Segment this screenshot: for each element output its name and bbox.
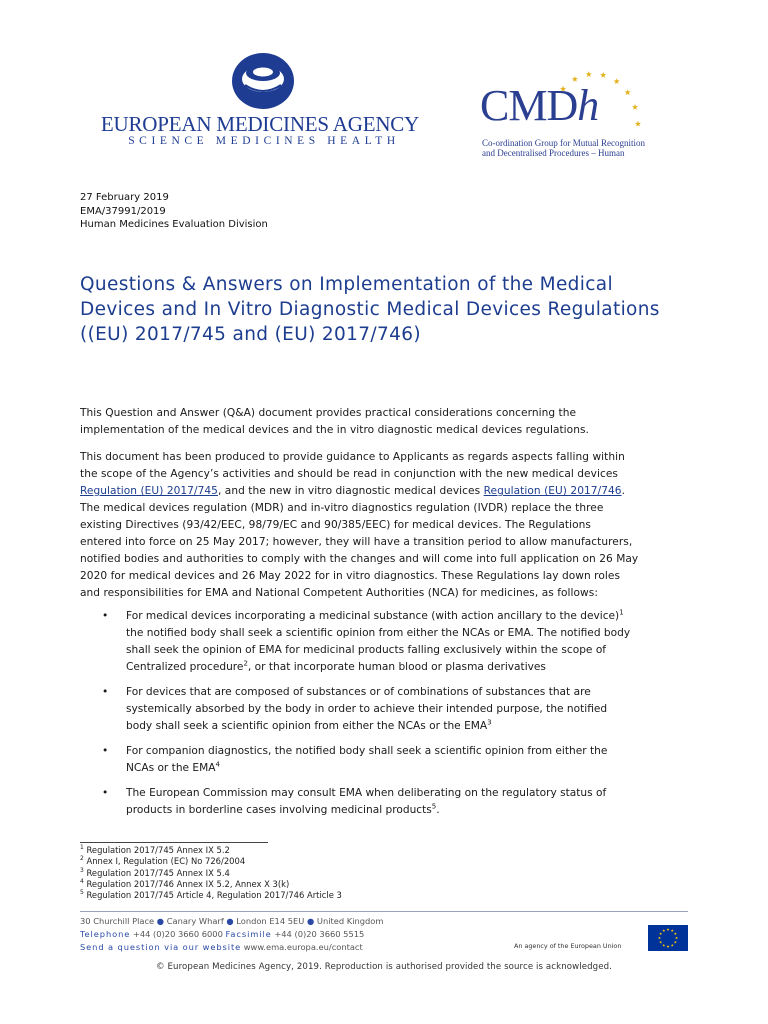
address-separator-icon: ● xyxy=(154,916,167,926)
list-item xyxy=(80,743,690,777)
document-reference: EMA/37991/2019 xyxy=(80,205,166,217)
address-part: United Kingdom xyxy=(316,916,384,926)
footnote-number: 2 xyxy=(80,855,84,863)
footnote-ref[interactable]: 3 xyxy=(487,718,492,727)
list-item xyxy=(80,684,690,735)
list-item-text: body shall seek a scientific opinion from either the NCAs or the EMA xyxy=(126,720,488,732)
ema-logo-tagline: SCIENCE MEDICINES HEALTH xyxy=(128,135,400,147)
list-item-text: . xyxy=(436,804,440,816)
scope-line: and responsibilities for EMA and National Competent Authorities (NCA) for medicines, as follows: xyxy=(80,587,598,599)
intro-line: implementation of the medical devices and the in vitro diagnostic medical devices regulations. xyxy=(80,424,589,436)
footnote xyxy=(80,856,342,867)
footnote-number: 3 xyxy=(80,866,84,874)
footnote-ref[interactable]: 5 xyxy=(431,802,437,811)
scope-line-end: . xyxy=(621,485,625,497)
telephone-label: Telephone xyxy=(80,928,131,939)
star-icon xyxy=(586,71,592,77)
scope-line: 2020 for medical devices and 26 May 2022 for in vitro diagnostics. These Regulations lay down roles xyxy=(80,570,621,582)
intro-line: This Question and Answer (Q&A) document provides practical considerations concerning the xyxy=(80,407,577,419)
telephone-number: +44 (0)20 3660 6000 xyxy=(130,928,226,939)
regulation-745-link[interactable]: Regulation (EU) 2017/745 xyxy=(80,485,218,497)
footnote xyxy=(80,890,342,901)
list-item-line xyxy=(126,760,690,777)
bullet-icon: • xyxy=(102,745,109,757)
footer-address xyxy=(80,915,383,928)
ema-emblem-icon xyxy=(231,52,295,110)
facsimile-number: +44 (0)20 3660 5515 xyxy=(271,928,365,939)
cmdh-logo xyxy=(480,81,599,130)
list-item-line: systemically absorbed by the body in order to achieve their intended purpose, the notified xyxy=(126,703,608,715)
scope-line: notified bodies and authorities to comply with the changes and will come into full application on 26 May xyxy=(80,553,639,565)
document-title: Questions & Answers on Implementation of the Medical Devices and In Vitro Diagnostic Medical Devices Regulations ((EU) 2017/745 and (EU) 2017/746) xyxy=(80,274,660,345)
list-item-line xyxy=(126,718,690,735)
document-meta xyxy=(80,191,268,232)
send-question-label: Send a question via our website xyxy=(80,941,242,952)
list-item xyxy=(80,608,690,676)
footnote xyxy=(80,868,342,879)
footnote-text: Annex I, Regulation (EC) No 726/2004 xyxy=(83,856,246,867)
cmdh-subtitle xyxy=(482,138,662,158)
list-item-text: NCAs or the EMA xyxy=(126,762,216,774)
scope-line: the scope of the Agency’s activities and should be read in conjunction with the new medical devices xyxy=(80,468,618,480)
list-item-line: For companion diagnostics, the notified body shall seek a scientific opinion from either the xyxy=(126,745,608,757)
star-icon xyxy=(625,89,631,95)
address-part: London E14 5EU xyxy=(236,916,305,926)
footnote-number: 4 xyxy=(80,878,84,886)
footer-website xyxy=(80,941,383,954)
bullet-icon: • xyxy=(102,787,109,799)
list-item-text: , or that incorporate human blood or plasma derivatives xyxy=(247,661,546,673)
scope-paragraph xyxy=(80,449,690,602)
address-separator-icon: ● xyxy=(304,916,317,926)
star-icon xyxy=(632,104,638,110)
footnote-ref[interactable]: 2 xyxy=(243,659,248,668)
footer-phones xyxy=(80,928,383,941)
regulation-746-link[interactable]: Regulation (EU) 2017/746 xyxy=(483,485,622,497)
contact-url-link[interactable]: www.ema.europa.eu/contact xyxy=(241,941,363,952)
footnote-text: Regulation 2017/745 Annex IX 5.2 xyxy=(83,845,230,855)
list-item-line: shall seek the opinion of EMA for medicinal products falling exclusively within the scope of xyxy=(126,644,607,656)
ema-logo-name: EUROPEAN MEDICINES AGENCY xyxy=(100,112,420,136)
footer-contact xyxy=(80,915,383,953)
footnotes xyxy=(80,845,342,901)
list-item-line: For devices that are composed of substances or of combinations of substances that are xyxy=(126,686,591,698)
document-division: Human Medicines Evaluation Division xyxy=(80,219,268,230)
scope-line: existing Directives (93/42/EEC, 98/79/EC and 90/385/EEC) for medical devices. The Regulations xyxy=(80,519,591,531)
footer-divider xyxy=(80,911,688,912)
list-item-text: Centralized procedure xyxy=(126,661,244,673)
cmdh-logo-text: CMD xyxy=(480,81,578,130)
address-separator-icon: ● xyxy=(223,916,237,926)
document-date: 27 February 2019 xyxy=(80,192,169,203)
star-icon xyxy=(635,121,641,127)
cmdh-logo-h: h xyxy=(577,81,599,130)
scope-line: entered into force on 25 May 2017; however, they will have a transition period to allow manufacturers, xyxy=(80,536,633,548)
address-part: 30 Churchill Place xyxy=(80,916,155,926)
scope-line: The medical devices regulation (MDR) and in-vitro diagnostics regulation (IVDR) replace the three xyxy=(80,502,604,514)
list-item-line xyxy=(126,608,690,625)
list-item-line: the notified body shall seek a scientific opinion from either the NCAs or EMA. The notified body xyxy=(126,627,631,639)
star-icon xyxy=(614,78,620,84)
scope-line: This document has been produced to provide guidance to Applicants as regards aspects falling within xyxy=(80,451,625,463)
list-item xyxy=(80,785,690,819)
footnote xyxy=(80,879,342,890)
footnote-number: 5 xyxy=(80,889,84,897)
list-item-line: The European Commission may consult EMA when deliberating on the regulatory status of xyxy=(126,787,607,799)
bullet-icon: • xyxy=(102,610,109,622)
scope-line-with-links xyxy=(80,483,690,500)
footnote-ref[interactable]: 4 xyxy=(215,760,220,769)
star-icon xyxy=(600,72,606,78)
scope-line-mid: , and the new in vitro diagnostic medical devices xyxy=(217,485,484,497)
footnote-text: Regulation 2017/745 Annex IX 5.4 xyxy=(83,867,230,878)
cmdh-subtitle-line: Co-ordination Group for Mutual Recognition xyxy=(482,138,645,148)
footnote-divider xyxy=(80,842,268,843)
cmdh-subtitle-line: and Decentralised Procedures – Human xyxy=(482,148,625,158)
list-item-text: products in borderline cases involving medicinal products xyxy=(126,804,432,816)
address-part: Canary Wharf xyxy=(166,916,224,926)
intro-paragraph xyxy=(80,405,690,439)
footnote-ref[interactable]: 1 xyxy=(619,608,624,617)
eu-agency-note: An agency of the European Union xyxy=(514,942,622,950)
list-item-line xyxy=(126,802,690,819)
copyright-notice: © European Medicines Agency, 2019. Reproduction is authorised provided the source is acknowledged. xyxy=(156,962,612,972)
footnote xyxy=(80,845,342,856)
list-item-text: For medical devices incorporating a medicinal substance (with action ancillary to the device) xyxy=(126,610,620,622)
footnote-text: Regulation 2017/746 Annex IX 5.2, Annex X 3(k) xyxy=(83,878,290,889)
facsimile-label: Facsimile xyxy=(225,928,272,939)
footnote-number: 1 xyxy=(80,844,84,852)
list-item-line xyxy=(126,659,690,676)
footnote-text: Regulation 2017/745 Article 4, Regulation 2017/746 Article 3 xyxy=(83,890,342,901)
bullet-icon: • xyxy=(102,686,109,698)
responsibilities-list xyxy=(80,608,690,827)
eu-flag-icon xyxy=(648,925,688,951)
